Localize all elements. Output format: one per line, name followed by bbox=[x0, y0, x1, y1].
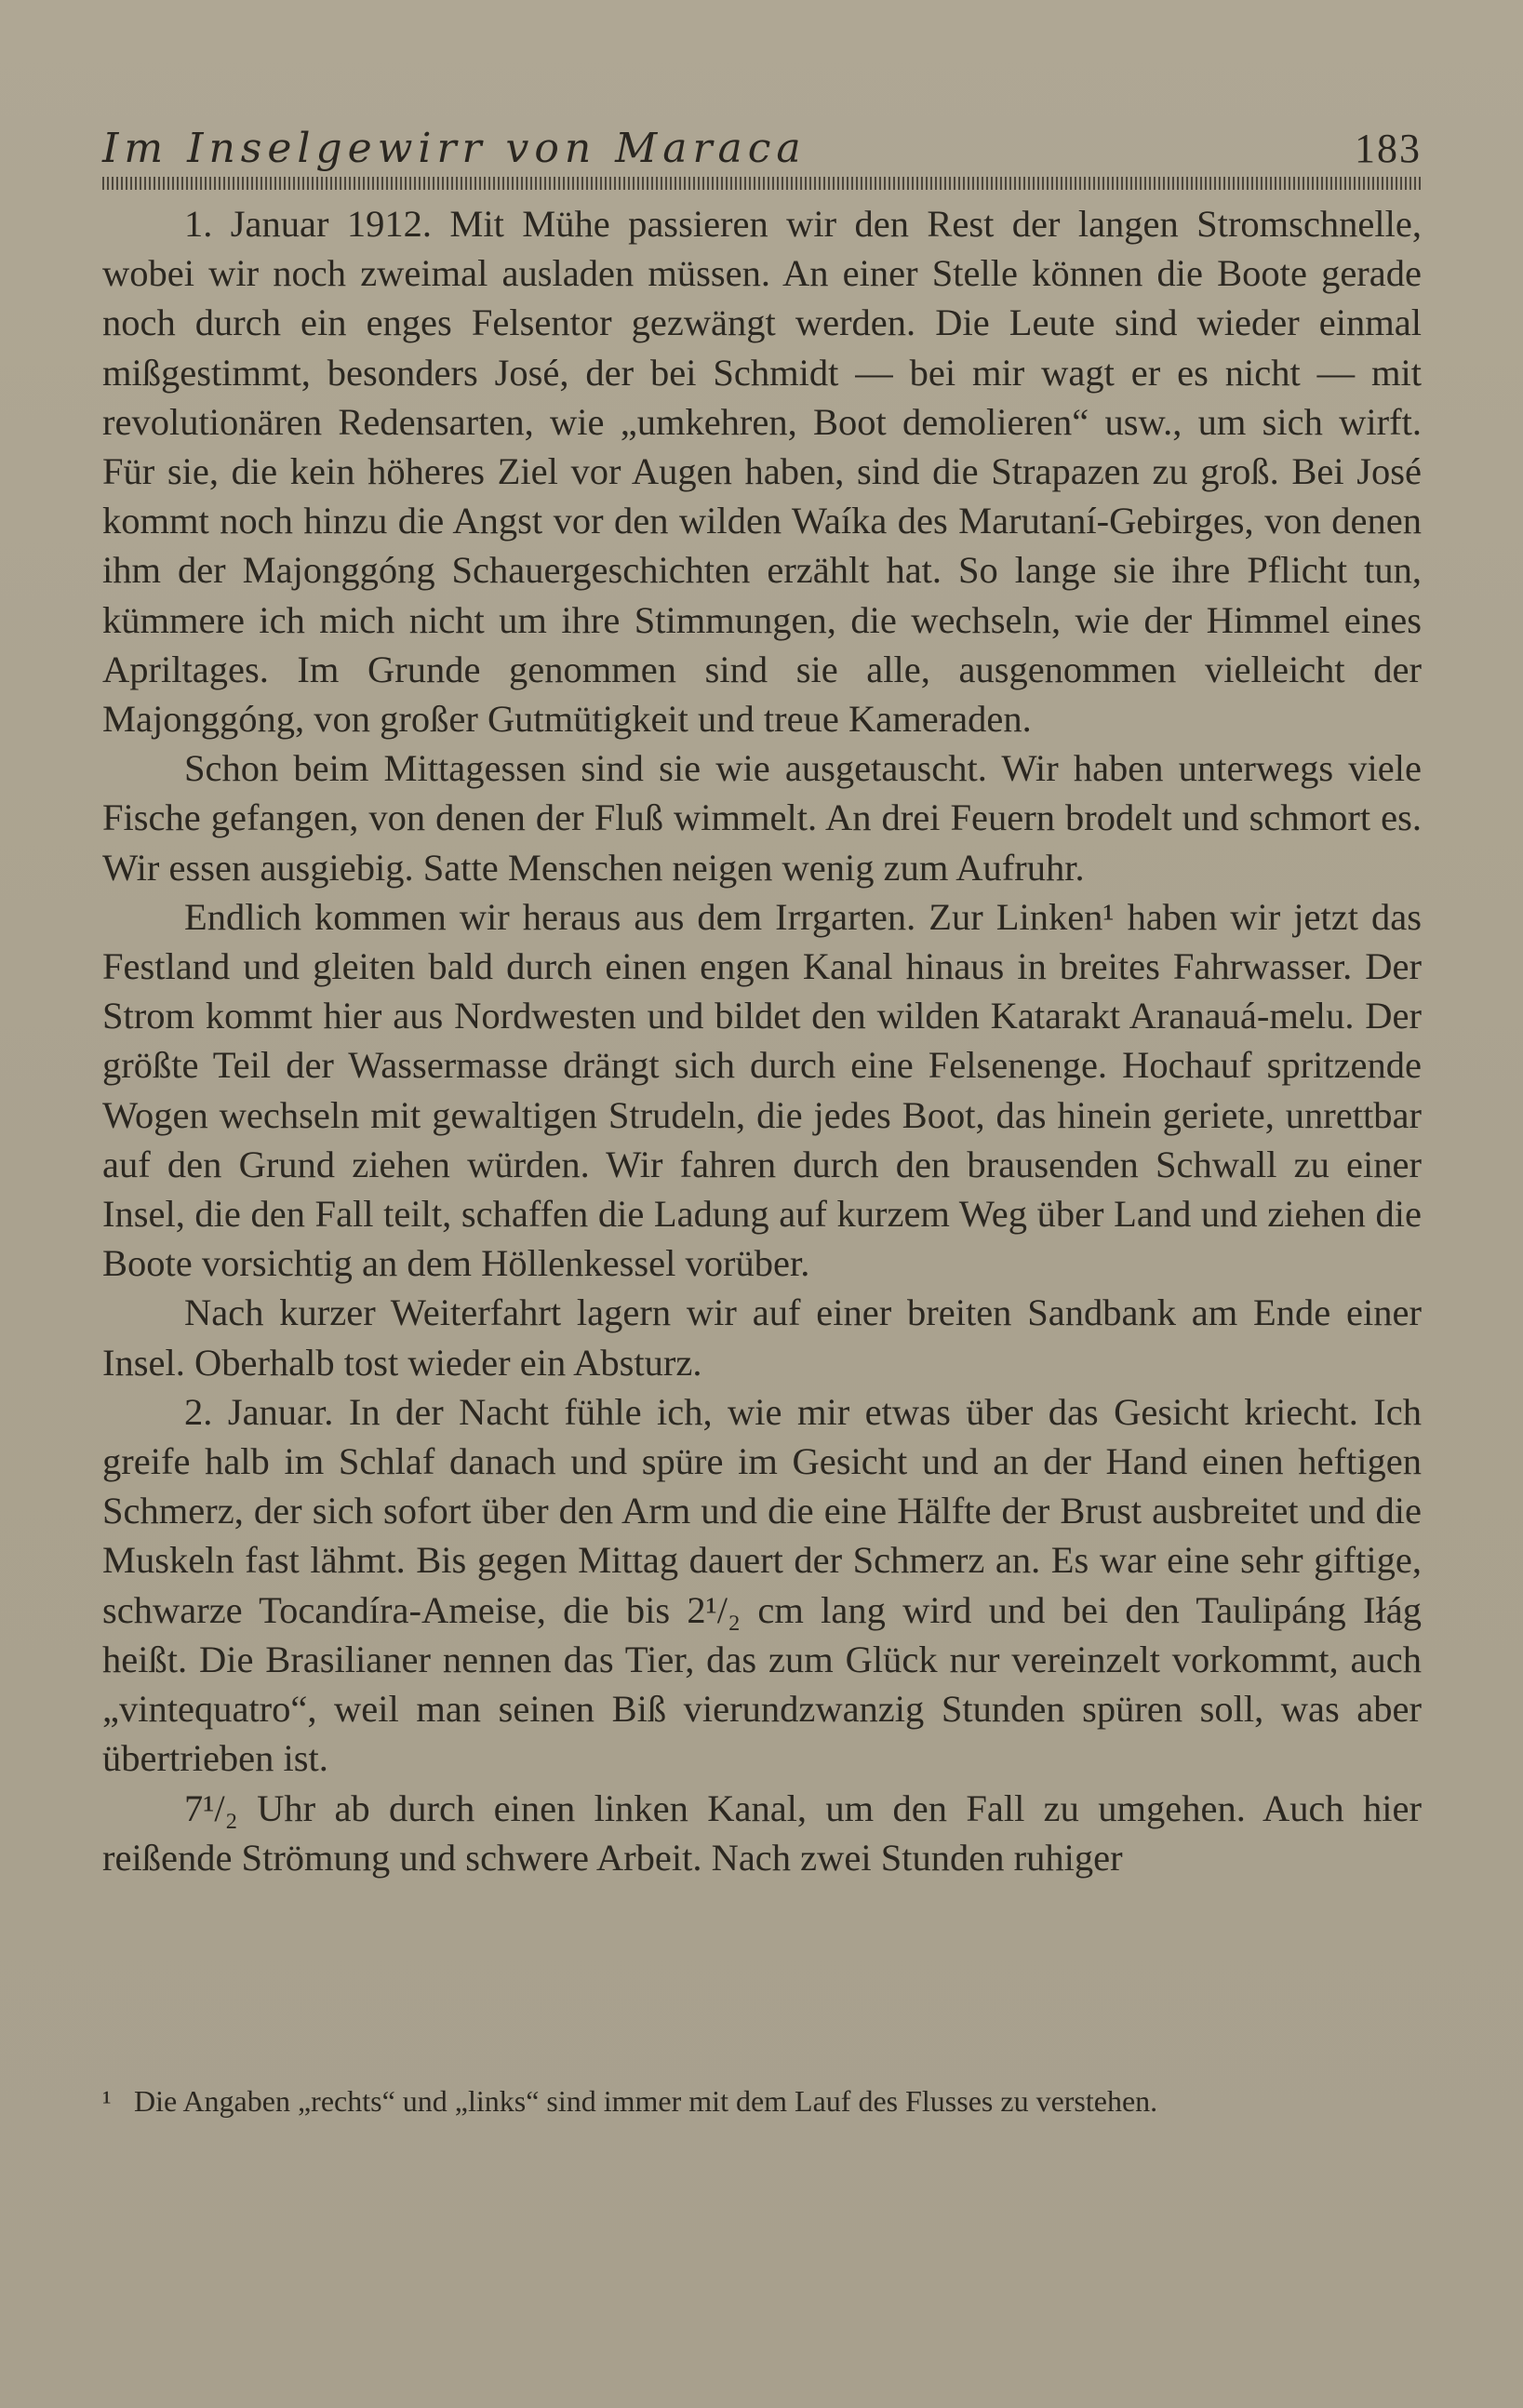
paragraph: Nach kurzer Weiterfahrt lagern wir auf einer breiten Sandbank am Ende einer Insel. Oberhalb tost wieder ein Absturz. bbox=[102, 1291, 1422, 1384]
header-rule bbox=[102, 177, 1422, 190]
footnote-marker: ¹ bbox=[102, 2084, 112, 2118]
footnote bbox=[102, 2082, 1422, 2120]
page-header bbox=[102, 125, 1422, 177]
body-text bbox=[102, 199, 1422, 1882]
footnote-text: Die Angaben „rechts“ und „links“ sind immer mit dem Lauf des Flusses zu verstehen. bbox=[134, 2084, 1158, 2118]
page-number: 183 bbox=[1355, 126, 1422, 171]
paragraph: 7¹/₂ Uhr ab durch einen linken Kanal, um den Fall zu umgehen. Auch hier reißende Strömung und schwere Arbeit. Nach zwei Stunden ruhiger bbox=[102, 1786, 1422, 1879]
running-title: Im Inselgewirr von Maraca bbox=[102, 125, 807, 172]
paragraph: 1. Januar 1912. Mit Mühe passieren wir den Rest der langen Stromschnelle, wobei wir noch zweimal ausladen müssen. An einer Stelle können die Boote gerade noch durch ein enges Felsentor gezwängt werden. Die Leute sind wieder einmal mißgestimmt, besonders José, der bei Schmidt — bei mir wagt er es nicht — mit revolutionären Redensarten, wie „umkehren, Boot demolieren“ usw., um sich wirft. Für sie, die kein höheres Ziel vor Augen haben, sind die Strapazen zu groß. Bei José kommt noch hinzu die Angst vor den wilden Waíka des Marutaní-Gebirges, von denen ihm der Majonggóng Schauergeschichten erzählt hat. So lange sie ihre Pflicht tun, kümmere ich mich nicht um ihre Stimmungen, die wechseln, wie der Himmel eines Apriltages. Im Grunde genommen sind sie alle, ausgenommen vielleicht der Majonggóng, von großer Gutmütigkeit und treue Kameraden. bbox=[102, 203, 1422, 741]
paragraph: Schon beim Mittagessen sind sie wie ausgetauscht. Wir haben unterwegs viele Fische gefangen, von denen der Fluß wimmelt. An drei Feuern brodelt und schmort es. Wir essen ausgiebig. Satte Menschen neigen wenig zum Aufruhr. bbox=[102, 747, 1422, 889]
paragraph: Endlich kommen wir heraus aus dem Irrgarten. Zur Linken¹ haben wir jetzt das Festland und gleiten bald durch einen engen Kanal hinaus in breites Fahrwasser. Der Strom kommt hier aus Nordwesten und bildet den wilden Katarakt Aranauá-melu. Der größte Teil der Wassermasse drängt sich durch eine Felsenenge. Hochauf spritzende Wogen wechseln mit gewaltigen Strudeln, die jedes Boot, das hinein geriete, unrettbar auf den Grund ziehen würden. Wir fahren durch den brausenden Schwall zu einer Insel, die den Fall teilt, schaffen die Ladung auf kurzem Weg über Land und ziehen die Boote vorsichtig an dem Höllenkessel vorüber. bbox=[102, 895, 1422, 1285]
paragraph: 2. Januar. In der Nacht fühle ich, wie mir etwas über das Gesicht kriecht. Ich greife halb im Schlaf danach und spüre im Gesicht und an der Hand einen heftigen Schmerz, der sich sofort über den Arm und die eine Hälfte der Brust ausbreitet und die Muskeln fast lähmt. Bis gegen Mittag dauert der Schmerz an. Es war eine sehr giftige, schwarze Tocandíra-Ameise, die bis 2¹/₂ cm lang wird und bei den Taulipáng Iłág heißt. Die Brasilianer nennen das Tier, das zum Glück nur vereinzelt vorkommt, auch „vintequatro“, weil man seinen Biß vierundzwanzig Stunden spüren soll, was aber übertrieben ist. bbox=[102, 1390, 1422, 1780]
